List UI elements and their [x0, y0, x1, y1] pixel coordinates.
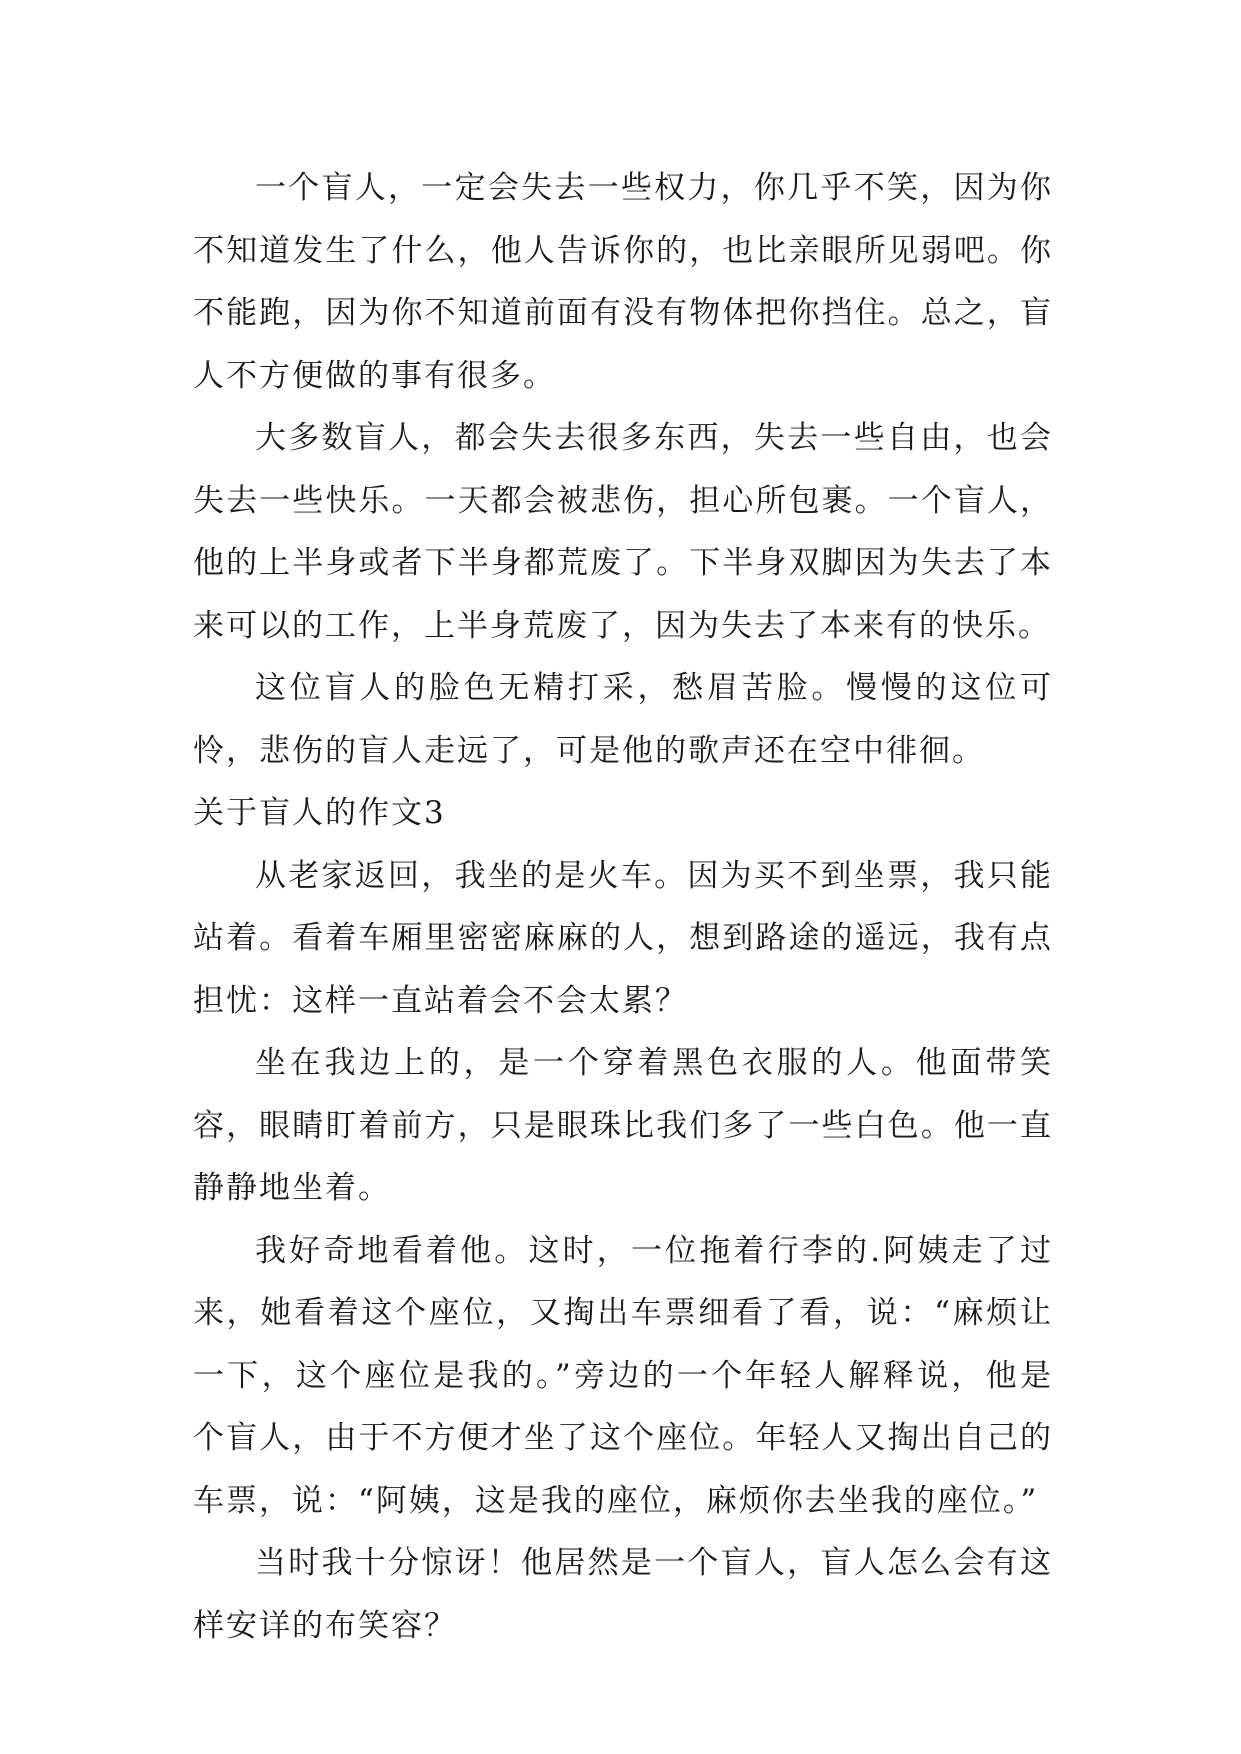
section-title: 关于盲人的作文3	[193, 795, 446, 831]
paragraph: 一个盲人，一定会失去一些权力，你几乎不笑，因为你不知道发生了什么，他人告诉你的，也比亲眼所见弱吧。你不能跑，因为你不知道前面有没有物体把你挡住。总之，盲人不方便做的事有很多。	[193, 170, 1053, 394]
document-body	[193, 157, 1053, 1657]
paragraph: 当时我十分惊讶！他居然是一个盲人，盲人怎么会有这样安详的布笑容？	[193, 1545, 1053, 1644]
paragraph: 大多数盲人，都会失去很多东西，失去一些自由，也会失去一些快乐。一天都会被悲伤，担心所包裹。一个盲人，他的上半身或者下半身都荒废了。下半身双脚因为失去了本来可以的工作，上半身荒废了，因为失去了本来有的快乐。	[193, 420, 1053, 644]
paragraph: 这位盲人的脸色无精打采，愁眉苦脸。慢慢的这位可怜，悲伤的盲人走远了，可是他的歌声还在空中徘徊。	[193, 670, 1053, 769]
paragraph: 坐在我边上的，是一个穿着黑色衣服的人。他面带笑容，眼睛盯着前方，只是眼珠比我们多了一些白色。他一直静静地坐着。	[193, 1045, 1053, 1206]
paragraph: 我好奇地看着他。这时，一位拖着行李的.阿姨走了过来，她看着这个座位，又掏出车票细看了看，说：“麻烦让一下，这个座位是我的。”旁边的一个年轻人解释说，他是个盲人，由于不方便才坐了这个座位。年轻人又掏出自己的车票，说：“阿姨，这是我的座位，麻烦你去坐我的座位。”	[193, 1232, 1053, 1519]
paragraph: 从老家返回，我坐的是火车。因为买不到坐票，我只能站着。看着车厢里密密麻麻的人，想到路途的遥远，我有点担忧：这样一直站着会不会太累？	[193, 857, 1053, 1019]
